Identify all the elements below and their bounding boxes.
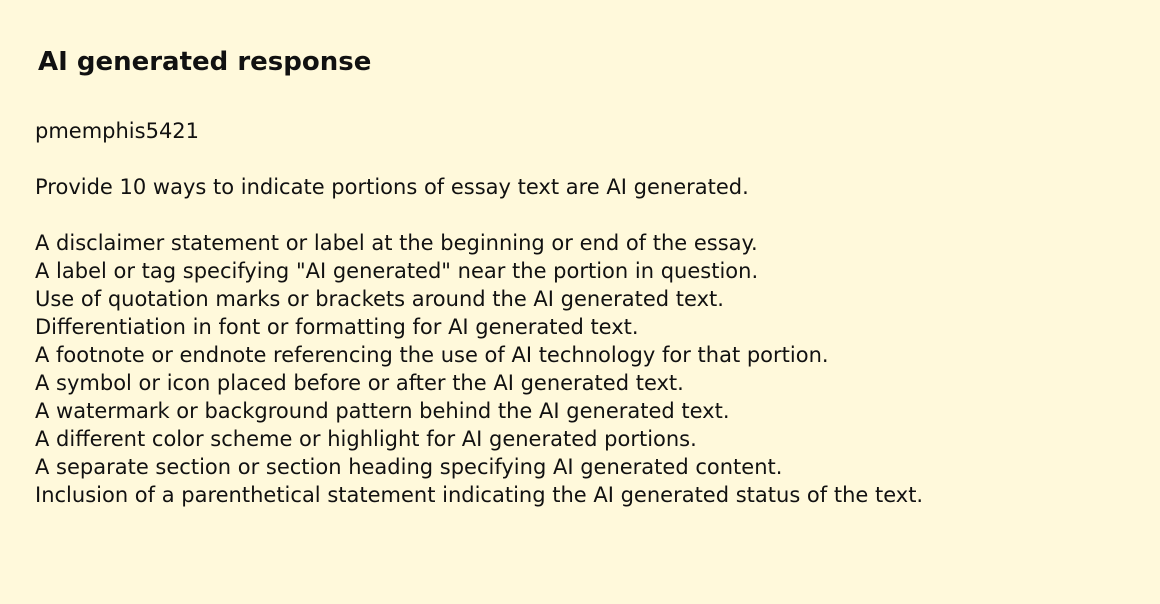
list-item: A watermark or background pattern behind the AI generated text. — [35, 399, 730, 423]
response-list — [35, 229, 1135, 509]
spacer — [35, 201, 1135, 229]
page-title: AI generated response — [38, 47, 372, 77]
list-item: A label or tag specifying "AI generated" near the portion in question. — [35, 259, 759, 283]
prompt-text: Provide 10 ways to indicate portions of essay text are AI generated. — [35, 175, 749, 199]
list-item: Use of quotation marks or brackets around the AI generated text. — [35, 287, 724, 311]
list-item: A footnote or endnote referencing the use of AI technology for that portion. — [35, 343, 829, 367]
response-body — [35, 117, 1135, 509]
list-item: A separate section or section heading specifying AI generated content. — [35, 455, 783, 479]
username: pmemphis5421 — [35, 119, 200, 143]
list-item: A different color scheme or highlight for AI generated portions. — [35, 427, 697, 451]
list-item: Differentiation in font or formatting for AI generated text. — [35, 315, 639, 339]
list-item: A disclaimer statement or label at the beginning or end of the essay. — [35, 231, 758, 255]
spacer — [35, 145, 1135, 173]
list-item: Inclusion of a parenthetical statement indicating the AI generated status of the text. — [35, 483, 924, 507]
list-item: A symbol or icon placed before or after the AI generated text. — [35, 371, 684, 395]
